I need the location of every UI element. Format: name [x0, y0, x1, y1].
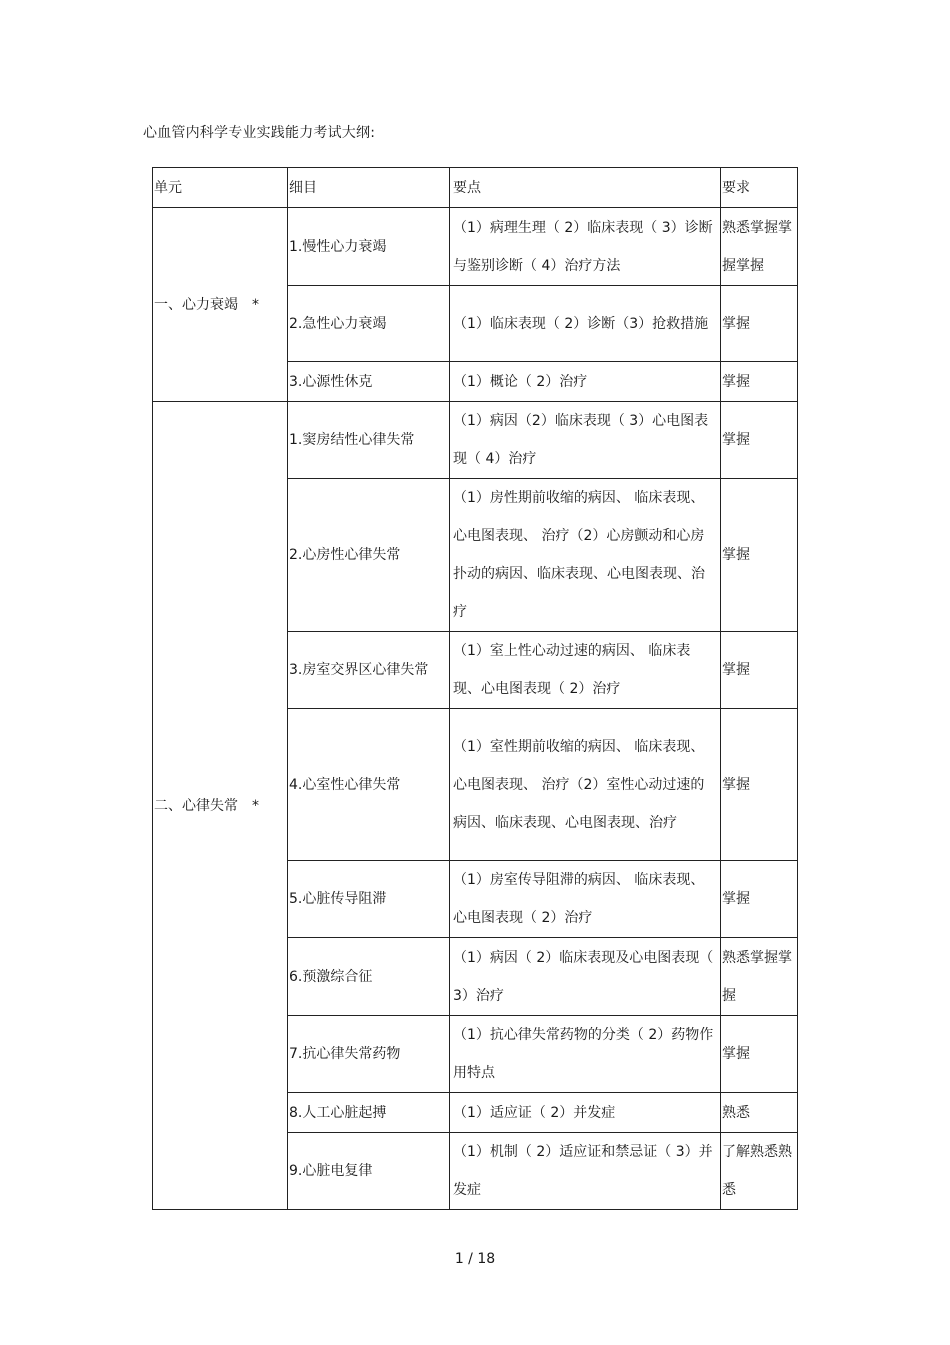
points-cell: （1）病因（2）临床表现（ 3）心电图表现（ 4）治疗	[450, 402, 721, 479]
requirement-cell: 掌握	[721, 861, 798, 938]
table-row	[153, 402, 798, 479]
item-cell: 6.预激综合征	[288, 938, 450, 1016]
item-cell: 5.心脏传导阻滞	[288, 861, 450, 938]
points-cell: （1）机制（ 2）适应证和禁忌证（ 3）并发症	[450, 1133, 721, 1210]
item-cell: 9.心脏电复律	[288, 1133, 450, 1210]
page-number: 1 / 18	[454, 1251, 496, 1267]
requirement-cell: 掌握	[721, 479, 798, 632]
points-cell: （1）临床表现（ 2）诊断（3）抢救措施	[450, 286, 721, 362]
requirement-cell: 掌握	[721, 709, 798, 861]
item-cell: 8.人工心脏起搏	[288, 1093, 450, 1133]
points-cell: （1）概论（ 2）治疗	[450, 362, 721, 402]
table-row	[153, 208, 798, 286]
item-cell: 7.抗心律失常药物	[288, 1016, 450, 1093]
unit-cell	[153, 402, 288, 1210]
header-unit: 单元	[153, 168, 288, 208]
points-cell: （1）室上性心动过速的病因、 临床表现、心电图表现（ 2）治疗	[450, 632, 721, 709]
item-cell: 1.慢性心力衰竭	[288, 208, 450, 286]
unit-label: 二、心律失常	[154, 797, 238, 814]
table-header-row	[153, 168, 798, 208]
item-cell: 2.心房性心律失常	[288, 479, 450, 632]
requirement-cell: 掌握	[721, 632, 798, 709]
item-cell: 4.心室性心律失常	[288, 709, 450, 861]
unit-label: 一、心力衰竭	[154, 296, 238, 313]
points-cell: （1）抗心律失常药物的分类（ 2）药物作用特点	[450, 1016, 721, 1093]
requirement-cell: 掌握	[721, 402, 798, 479]
requirement-cell: 掌握	[721, 1016, 798, 1093]
unit-cell	[153, 208, 288, 402]
header-points: 要点	[450, 168, 721, 208]
requirement-cell: 掌握	[721, 286, 798, 362]
item-cell: 3.房室交界区心律失常	[288, 632, 450, 709]
table-body	[153, 208, 798, 1210]
requirement-cell: 熟悉掌握掌握	[721, 938, 798, 1016]
requirement-cell: 熟悉	[721, 1093, 798, 1133]
item-cell: 3.心源性休克	[288, 362, 450, 402]
header-item: 细目	[288, 168, 450, 208]
unit-star-marker: *	[252, 797, 259, 814]
points-cell: （1）适应证（ 2）并发症	[450, 1093, 721, 1133]
requirement-cell: 掌握	[721, 362, 798, 402]
points-cell: （1）房室传导阻滞的病因、 临床表现、心电图表现（ 2）治疗	[450, 861, 721, 938]
item-cell: 2.急性心力衰竭	[288, 286, 450, 362]
unit-star-marker: *	[252, 296, 259, 313]
exam-outline-table	[152, 167, 798, 1210]
points-cell: （1）病理生理（ 2）临床表现（ 3）诊断与鉴别诊断（ 4）治疗方法	[450, 208, 721, 286]
header-requirement: 要求	[721, 168, 798, 208]
document-title: 心血管内科学专业实践能力考试大纲:	[143, 125, 376, 141]
requirement-cell: 了解熟悉熟悉	[721, 1133, 798, 1210]
points-cell: （1）病因（ 2）临床表现及心电图表现（ 3）治疗	[450, 938, 721, 1016]
points-cell: （1）室性期前收缩的病因、 临床表现、心电图表现、 治疗（2）室性心动过速的病因、临床表现、心电图表现、治疗	[450, 709, 721, 861]
item-cell: 1.窦房结性心律失常	[288, 402, 450, 479]
requirement-cell: 熟悉掌握掌握掌握	[721, 208, 798, 286]
points-cell: （1）房性期前收缩的病因、 临床表现、心电图表现、 治疗（2）心房颤动和心房扑动的病因、临床表现、心电图表现、治疗	[450, 479, 721, 632]
